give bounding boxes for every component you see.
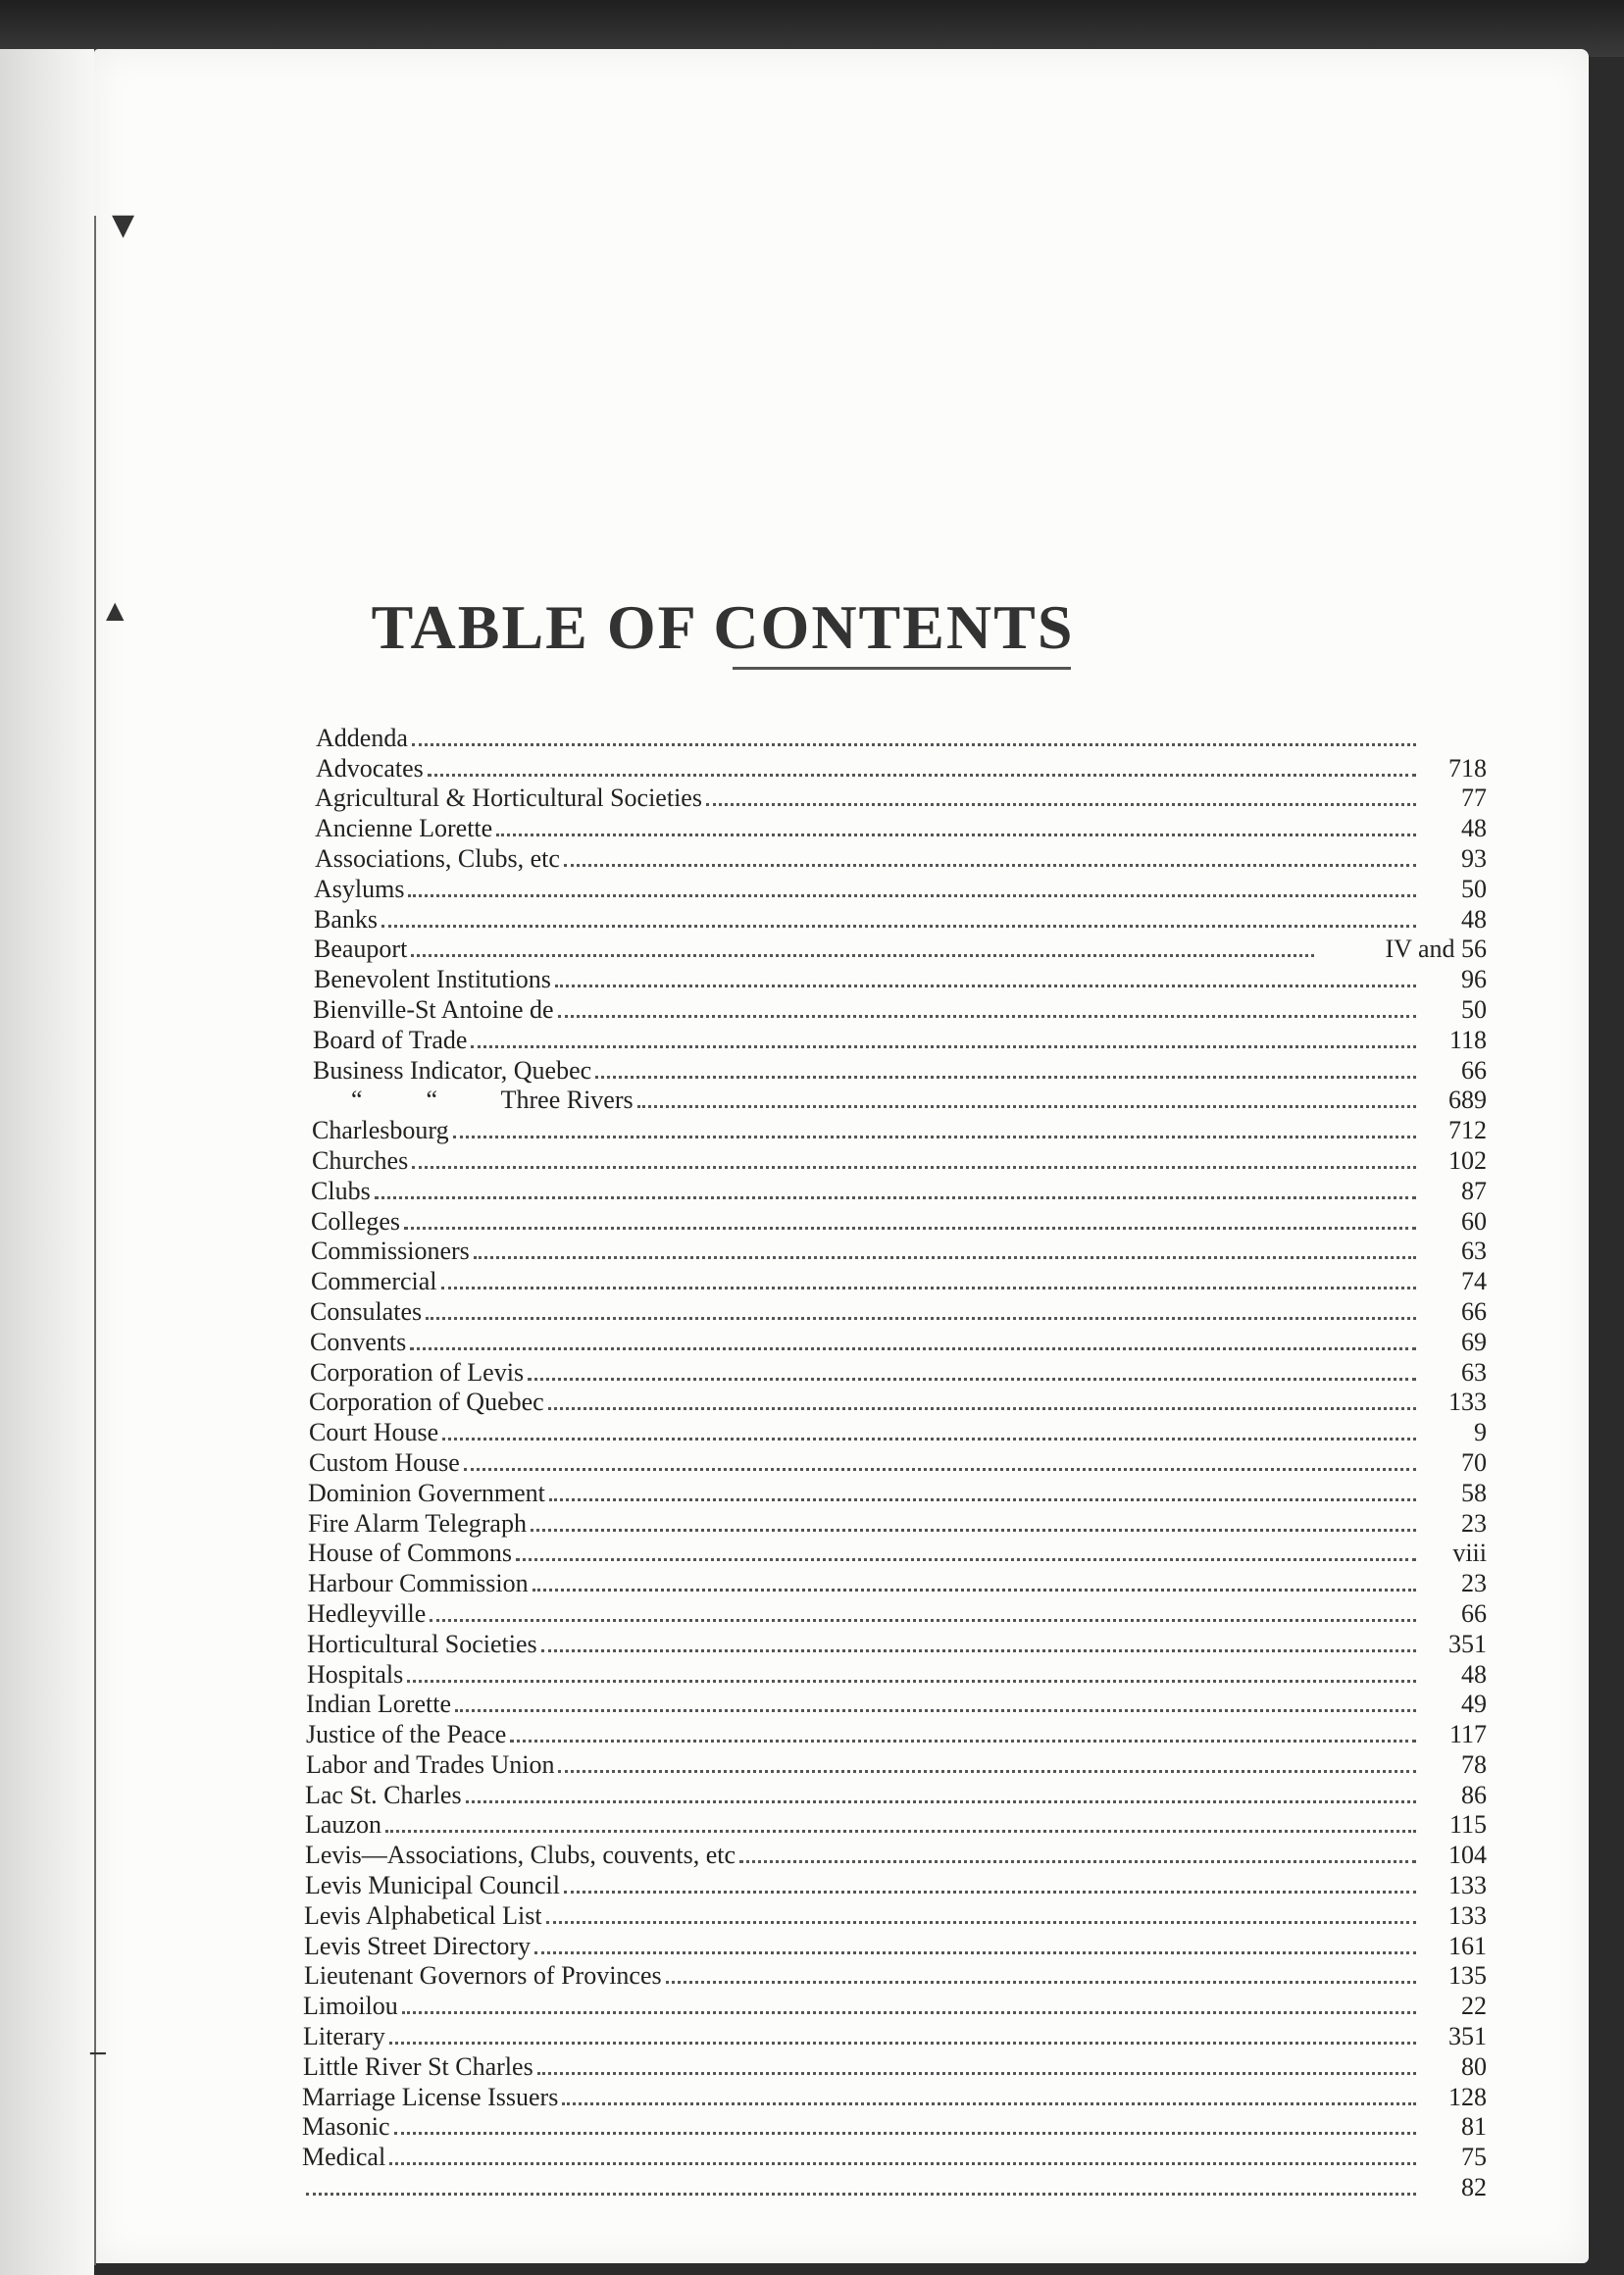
leader-dots (637, 1104, 1416, 1108)
leader-dots (533, 1588, 1416, 1592)
toc-entry (294, 903, 1487, 934)
toc-entry-label: Business Indicator, Quebec (313, 1055, 592, 1085)
toc-entry-page: 128 (1448, 2082, 1487, 2111)
leader-dots (531, 1528, 1416, 1532)
toc-entry (294, 1718, 1487, 1748)
leader-dots (428, 773, 1416, 777)
title-underline (733, 667, 1071, 670)
leader-dots (455, 1708, 1416, 1712)
toc-entry-page: 82 (1461, 2173, 1487, 2202)
toc-entry-page: 161 (1448, 1931, 1487, 1960)
toc-entry (294, 2020, 1487, 2050)
toc-entry-page: 86 (1461, 1780, 1487, 1809)
leader-dots (528, 1377, 1416, 1381)
toc-entry-label: Asylums (314, 874, 405, 903)
toc-entry-page: 49 (1461, 1690, 1487, 1719)
toc-entry (294, 1477, 1487, 1507)
toc-entry (294, 993, 1487, 1024)
toc-entry-label: Literary (303, 2022, 385, 2051)
toc-entry-label: Little River St Charles (303, 2051, 533, 2081)
toc-entry-label: Consulates (310, 1296, 423, 1326)
toc-entry (294, 1446, 1487, 1477)
toc-entry (294, 1930, 1487, 1960)
toc-entry-page: 133 (1448, 1388, 1487, 1417)
toc-entry-page: 70 (1461, 1447, 1487, 1477)
toc-entry (294, 1628, 1487, 1658)
toc-entry-label: Ancienne Lorette (315, 814, 493, 843)
toc-entry-page: 115 (1448, 1810, 1487, 1840)
toc-entry-page: 50 (1461, 994, 1487, 1024)
toc-entry (294, 1990, 1487, 2020)
leader-dots (546, 1920, 1416, 1924)
toc-entry (294, 1869, 1487, 1899)
toc-entry-page: 75 (1461, 2143, 1487, 2172)
toc-entry (294, 934, 1487, 964)
leader-dots (558, 1769, 1416, 1773)
toc-entry (294, 1295, 1487, 1326)
leader-dots (466, 1799, 1416, 1803)
leader-dots (471, 1044, 1416, 1048)
toc-entry-label: Colleges (311, 1206, 400, 1236)
toc-entry-label: Charlesbourg (312, 1116, 449, 1145)
toc-entry-page: 48 (1461, 1659, 1487, 1689)
leader-dots (510, 1739, 1416, 1743)
leader-dots (408, 893, 1416, 897)
toc-entry (294, 1538, 1487, 1568)
leader-dots (394, 2131, 1416, 2135)
leader-dots (430, 1618, 1416, 1622)
table-of-contents (294, 722, 1487, 2201)
leader-dots (564, 863, 1416, 867)
toc-entry (294, 1387, 1487, 1417)
binding-thread-mark: ▲ (106, 596, 125, 624)
toc-entry (294, 1024, 1487, 1054)
toc-entry-label: Convents (310, 1327, 407, 1356)
toc-entry (294, 1356, 1487, 1387)
toc-entry (294, 2141, 1487, 2171)
leader-dots (402, 2010, 1416, 2014)
toc-entry (294, 1748, 1487, 1779)
toc-entry (294, 812, 1487, 842)
toc-entry-page: 87 (1461, 1176, 1487, 1205)
toc-entry-label: Levis—Associations, Clubs, couvents, etc (305, 1841, 736, 1870)
toc-entry (294, 722, 1487, 752)
binding-thread-mark: ▼ (112, 208, 135, 242)
toc-entry-page: 48 (1461, 814, 1487, 843)
toc-entry-page: 48 (1461, 904, 1487, 934)
toc-entry-label: Lauzon (305, 1810, 381, 1840)
leader-dots (411, 953, 1314, 957)
toc-entry-page: 23 (1461, 1508, 1487, 1538)
toc-entry-page: 133 (1448, 1900, 1487, 1930)
toc-entry-page: 77 (1461, 784, 1487, 813)
toc-entry-label: Levis Street Directory (304, 1931, 532, 1960)
toc-entry-label: Corporation of Levis (310, 1357, 525, 1387)
toc-entry-label: Dominion Government (308, 1478, 545, 1507)
toc-entry-label: Fire Alarm Telegraph (308, 1508, 527, 1538)
toc-entry-label: Commissioners (311, 1237, 470, 1266)
toc-entry (294, 1567, 1487, 1597)
leader-dots (541, 1648, 1416, 1652)
leader-dots (549, 1497, 1416, 1501)
toc-entry (294, 1114, 1487, 1144)
leader-dots (412, 1165, 1416, 1169)
toc-entry-label: Hedleyville (307, 1598, 427, 1628)
leader-dots (548, 1406, 1416, 1410)
leader-dots (389, 2161, 1416, 2165)
leader-dots (306, 2192, 1416, 2196)
leader-dots (706, 802, 1416, 806)
toc-entry-page: 50 (1461, 874, 1487, 903)
leader-dots (516, 1557, 1416, 1561)
toc-entry-page: 104 (1448, 1841, 1487, 1870)
leader-dots (562, 2101, 1416, 2105)
toc-entry-page: 80 (1461, 2051, 1487, 2081)
toc-entry-page: 102 (1448, 1145, 1487, 1175)
toc-entry-label: Court House (309, 1418, 439, 1447)
leader-dots (564, 1890, 1416, 1894)
leader-dots (375, 1195, 1416, 1199)
toc-entry-label: House of Commons (308, 1539, 512, 1568)
toc-entry-label: Commercial (311, 1267, 437, 1296)
toc-entry (294, 1144, 1487, 1175)
toc-entry (294, 1899, 1487, 1930)
toc-entry-label: Addenda (316, 723, 408, 752)
leader-dots (595, 1075, 1416, 1079)
toc-entry (294, 842, 1487, 873)
leader-dots (412, 742, 1416, 746)
leader-dots (389, 2041, 1416, 2045)
toc-entry (294, 2171, 1487, 2201)
toc-entry-page: 9 (1474, 1418, 1487, 1447)
leader-dots (474, 1255, 1416, 1259)
toc-entry-label: Hospitals (307, 1659, 404, 1689)
leader-dots (385, 1829, 1416, 1833)
toc-entry-label: Bienville-St Antoine de (313, 994, 554, 1024)
toc-entry-page: 22 (1461, 1992, 1487, 2021)
toc-entry (294, 2111, 1487, 2142)
toc-entry-page: 96 (1461, 965, 1487, 994)
binding-edge (94, 216, 96, 2265)
toc-entry-label: Justice of the Peace (306, 1720, 507, 1749)
toc-entry (294, 1597, 1487, 1628)
toc-entry-label: Marriage License Issuers (302, 2082, 559, 2111)
toc-entry (294, 1326, 1487, 1356)
binding-thread-mark: ─ (90, 2040, 106, 2069)
toc-entry (294, 783, 1487, 813)
toc-entry-page: 351 (1448, 1629, 1487, 1658)
toc-entry-label: Banks (314, 904, 378, 934)
leader-dots (442, 1437, 1416, 1441)
toc-entry-page: 63 (1461, 1237, 1487, 1266)
toc-entry-page: 66 (1461, 1055, 1487, 1085)
toc-entry (294, 1839, 1487, 1869)
leader-dots (558, 1014, 1416, 1018)
leader-dots (441, 1286, 1416, 1289)
toc-entry-page: 93 (1461, 843, 1487, 873)
leader-dots (496, 833, 1416, 836)
toc-entry-label: Churches (312, 1145, 409, 1175)
toc-entry-page: 133 (1448, 1871, 1487, 1900)
toc-entry-label: Lac St. Charles (305, 1780, 462, 1809)
toc-entry-page: 135 (1448, 1961, 1487, 1991)
toc-entry-page: 60 (1461, 1206, 1487, 1236)
toc-entry-page: 69 (1461, 1327, 1487, 1356)
toc-entry-label: Harbour Commission (308, 1569, 529, 1598)
toc-entry-page: 712 (1448, 1116, 1487, 1145)
leader-dots (739, 1859, 1416, 1863)
toc-entry (294, 1689, 1487, 1719)
toc-entry-page: 58 (1461, 1478, 1487, 1507)
toc-entry-page: 117 (1448, 1720, 1487, 1749)
toc-entry-label: Clubs (311, 1176, 371, 1205)
leader-dots (555, 984, 1416, 987)
toc-entry-page: 81 (1461, 2112, 1487, 2142)
leader-dots (410, 1346, 1416, 1350)
toc-entry-label: Horticultural Societies (307, 1629, 537, 1658)
toc-entry-page: 118 (1448, 1025, 1487, 1054)
leader-dots (407, 1679, 1416, 1683)
toc-entry-label: Limoilou (303, 1992, 398, 2021)
toc-entry-page: viii (1452, 1539, 1487, 1568)
toc-entry-page: 78 (1461, 1749, 1487, 1779)
toc-entry (294, 752, 1487, 783)
toc-entry (294, 1416, 1487, 1446)
toc-entry-label: “ “ Three Rivers (351, 1086, 634, 1115)
toc-entry (294, 2050, 1487, 2081)
toc-entry-label: Levis Alphabetical List (304, 1900, 542, 1930)
toc-entry (294, 1809, 1487, 1840)
toc-entry-page: 23 (1461, 1569, 1487, 1598)
toc-entry-label: Agricultural & Horticultural Societies (315, 784, 702, 813)
toc-entry-label: Lieutenant Governors of Provinces (304, 1961, 662, 1991)
toc-entry-label: Medical (302, 2143, 386, 2172)
toc-entry (294, 1085, 1487, 1115)
toc-entry (294, 963, 1487, 993)
toc-entry (294, 2081, 1487, 2111)
toc-entry (294, 1265, 1487, 1295)
facing-page-edge (0, 49, 94, 2275)
toc-entry-label: Beauport (314, 935, 408, 964)
leader-dots (404, 1226, 1416, 1230)
toc-entry-page: 74 (1461, 1267, 1487, 1296)
toc-entry-label: Levis Municipal Council (305, 1871, 560, 1900)
toc-entry (294, 1658, 1487, 1689)
toc-entry-label: Indian Lorette (306, 1690, 451, 1719)
toc-entry-label: Masonic (302, 2112, 390, 2142)
toc-entry-label: Advocates (316, 753, 424, 783)
leader-dots (534, 1950, 1416, 1954)
toc-entry-label: Benevolent Institutions (314, 965, 551, 994)
toc-entry-page: 63 (1461, 1357, 1487, 1387)
toc-entry-label: Labor and Trades Union (306, 1749, 555, 1779)
toc-entry (294, 1507, 1487, 1538)
toc-entry-page: 718 (1448, 753, 1487, 783)
leader-dots (666, 1980, 1416, 1984)
toc-entry (294, 1236, 1487, 1266)
leader-dots (464, 1467, 1416, 1471)
toc-entry-page: 351 (1448, 2022, 1487, 2051)
leader-dots (537, 2071, 1416, 2075)
toc-entry (294, 873, 1487, 903)
leader-dots (453, 1135, 1416, 1138)
leader-dots (381, 924, 1416, 928)
toc-entry-page: 66 (1461, 1598, 1487, 1628)
toc-entry-label: Associations, Clubs, etc (315, 843, 560, 873)
toc-entry (294, 1960, 1487, 1991)
toc-entry-label: Board of Trade (313, 1025, 468, 1054)
toc-entry (294, 1779, 1487, 1809)
toc-entry (294, 1205, 1487, 1236)
toc-entry (294, 1175, 1487, 1205)
leader-dots (426, 1316, 1416, 1320)
toc-entry-page: 66 (1461, 1296, 1487, 1326)
toc-entry-page: IV and 56 (1385, 935, 1487, 964)
toc-entry-label: Custom House (309, 1447, 460, 1477)
page-title: TABLE OF CONTENTS (371, 591, 1075, 662)
toc-entry-label: Corporation of Quebec (309, 1388, 544, 1417)
toc-entry (294, 1054, 1487, 1085)
toc-entry-page: 689 (1448, 1086, 1487, 1115)
